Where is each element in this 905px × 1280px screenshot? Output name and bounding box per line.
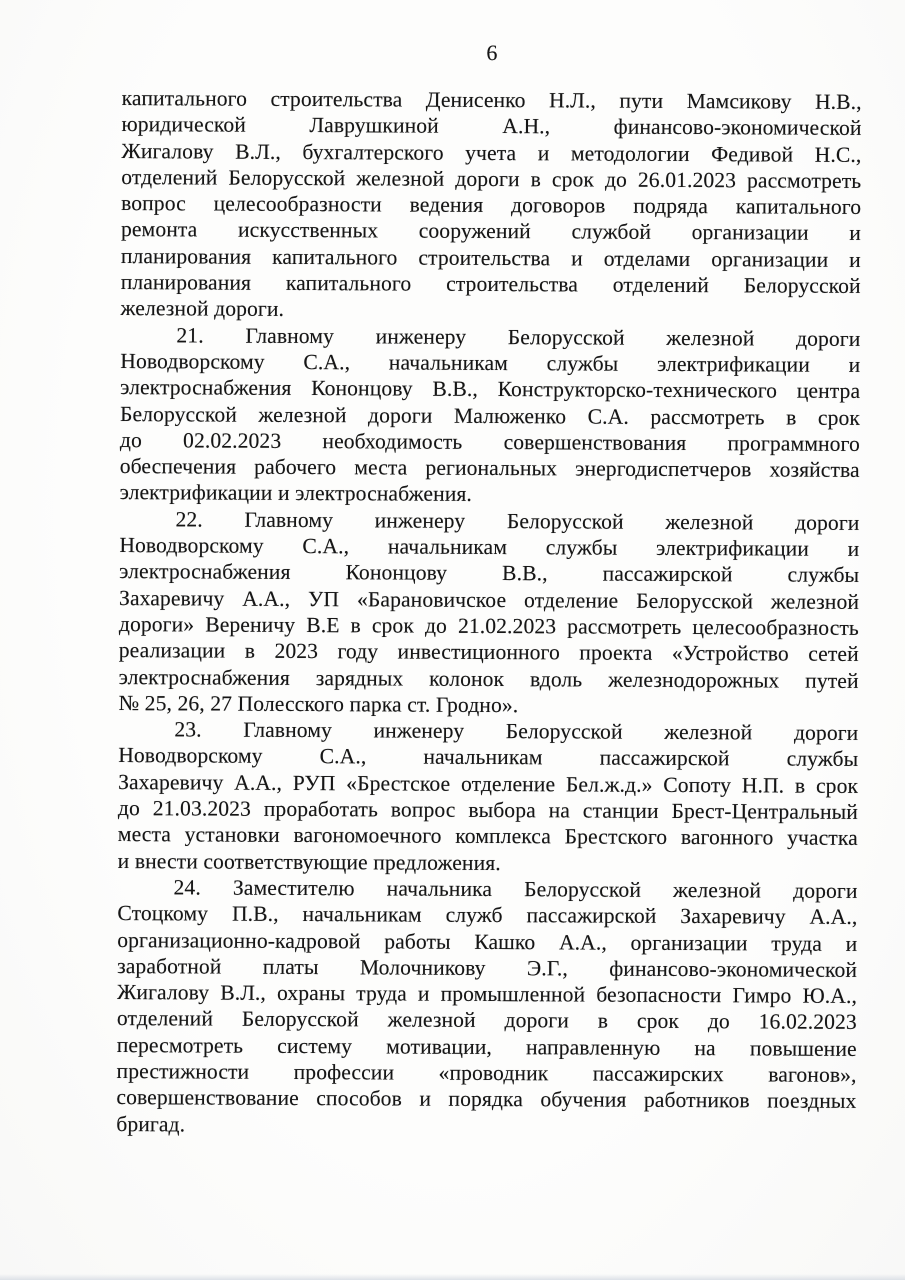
text-line: планирования капитального строительства отделений Белорусской bbox=[120, 270, 861, 299]
text-line: дороги» Вереничу В.Е в срок до 21.02.2023 рассмотреть целесообразность bbox=[118, 611, 859, 640]
document-body bbox=[116, 85, 861, 1141]
text-line: электрификации и электроснабжения. bbox=[119, 480, 473, 507]
text-line: заработной платы Молочникову Э.Г., финансово-экономической bbox=[117, 953, 858, 982]
text-line: вопрос целесообразности ведения договоров подряда капитального bbox=[121, 191, 862, 220]
text-line: 22. Главному инженеру Белорусской железной дороги bbox=[175, 507, 860, 535]
text-line: до 02.02.2023 необходимость совершенствования программного bbox=[119, 427, 860, 456]
text-line: Жигалову В.Л., бухгалтерского учета и методологии Федивой Н.С., bbox=[121, 138, 862, 167]
text-line: Новодворскому С.А., начальникам службы электрификации и bbox=[120, 349, 861, 377]
text-line: совершенствование способов и порядка обучения работников поездных bbox=[116, 1085, 857, 1114]
text-line: Захаревичу А.А., УП «Барановичское отделение Белорусской железной bbox=[119, 585, 860, 614]
paragraph bbox=[116, 874, 857, 1141]
text-line: до 21.03.2023 проработать вопрос выбора на станции Брест-Центральный bbox=[117, 796, 859, 824]
text-line: Жигалову В.Л., охраны труда и промышленной безопасности Гимро Ю.А., bbox=[116, 980, 858, 1009]
text-line: 21. Главному инженеру Белорусской железной дороги bbox=[176, 323, 861, 351]
page-number: 6 bbox=[486, 39, 498, 66]
text-line: организационно-кадровой работы Кашко А.А., организации труда и bbox=[117, 927, 858, 956]
text-line: электроснабжения Кононцову В.В., пассажирской службы bbox=[119, 559, 860, 588]
text-line: отделений Белорусской железной дороги в срок до 16.02.2023 bbox=[116, 1006, 857, 1035]
text-line: Стоцкому П.В., начальникам служб пассажирской Захаревичу А.А., bbox=[117, 901, 858, 930]
text-line: Новодворскому С.А., начальникам пассажирской службы bbox=[118, 743, 859, 772]
page-content bbox=[116, 38, 862, 1141]
text-line: планирования капитального строительства и отделами организации и bbox=[120, 243, 861, 272]
text-line: обеспечения рабочего места региональных энергодиспетчеров хозяйства bbox=[119, 454, 860, 483]
text-line: Новодворскому С.А., начальникам службы электрификации и bbox=[119, 533, 860, 561]
text-line: 23. Главному инженеру Белорусской железной дороги bbox=[174, 717, 859, 746]
text-line: Захаревичу А.А., РУП «Брестское отделение Бел.ж.д.» Сопоту Н.П. в срок bbox=[118, 769, 859, 798]
text-line: капитального строительства Денисенко Н.Л., пути Мамсикову Н.В., bbox=[121, 86, 862, 114]
text-line: реализации в 2023 году инвестиционного проекта «Устройство сетей bbox=[118, 638, 859, 667]
text-line: юридической Лаврушкиной А.Н., финансово-экономической bbox=[121, 112, 862, 141]
text-line: электроснабжения Кононцову В.В., Конструкторско-технического центра bbox=[120, 375, 861, 404]
text-line: № 25, 26, 27 Полесского парка ст. Гродно». bbox=[118, 690, 519, 717]
text-line: пересмотреть систему мотивации, направленную на повышение bbox=[116, 1032, 857, 1061]
paragraph bbox=[118, 716, 859, 878]
text-line: бригад. bbox=[116, 1111, 186, 1136]
text-line: 24. Заместителю начальника Белорусской железной дороги bbox=[173, 875, 858, 903]
paragraph bbox=[118, 506, 859, 720]
text-line: места установки вагономоечного комплекса Брестского вагонного участка bbox=[117, 822, 858, 851]
paragraph bbox=[121, 85, 862, 326]
text-line: ремонта искусственных сооружений службой организации и bbox=[120, 217, 862, 246]
text-line: и внести соответствующие предложения. bbox=[117, 848, 501, 875]
text-line: Белорусской железной дороги Малюженко С.А. рассмотреть в срок bbox=[119, 401, 861, 430]
text-line: электроснабжения зарядных колонок вдоль железнодорожных путей bbox=[118, 664, 859, 693]
text-line: отделений Белорусской железной дороги в срок до 26.01.2023 рассмотреть bbox=[121, 164, 862, 193]
scan-bottom-edge bbox=[0, 1274, 905, 1280]
paragraph bbox=[120, 322, 861, 510]
text-line: престижности профессии «проводник пассажирских вагонов», bbox=[116, 1059, 857, 1087]
text-line: железной дороги. bbox=[120, 296, 285, 322]
